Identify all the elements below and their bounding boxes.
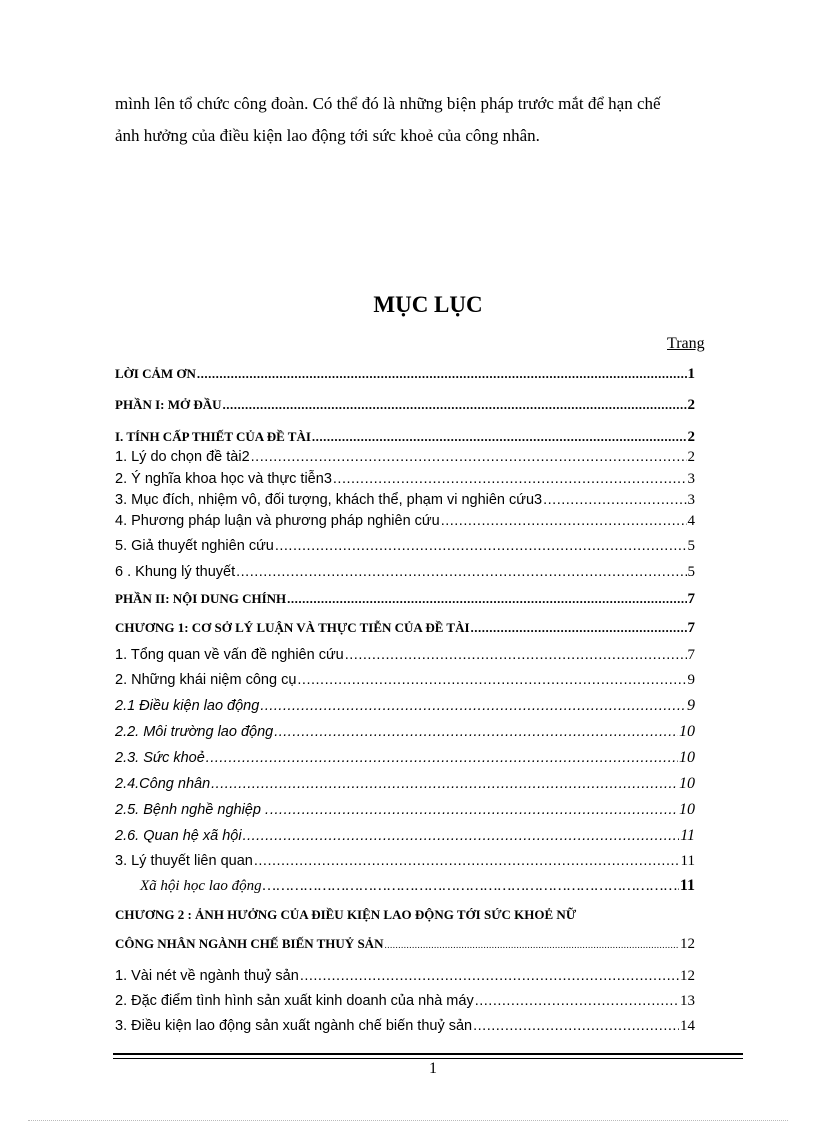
toc-entry-text: CÔNG NHÂN NGÀNH CHẾ BIẾN THUỶ SẢN (115, 936, 384, 951)
toc-entry-text: 2.5. Bệnh nghề nghiệp . (115, 802, 269, 818)
toc-entry-text: 2. Ý nghĩa khoa học và thực tiễn3 (115, 471, 332, 487)
toc-entry-text: PHẦN I: MỞ ĐẦU (115, 397, 222, 412)
toc-entry-text: 3. Lý thuyết liên quan (115, 853, 253, 869)
toc-leader (473, 1018, 679, 1034)
toc-title: MỤC LỤC (373, 292, 483, 317)
page-number: 1 (429, 1060, 437, 1077)
intro-line: mình lên tổ chức công đoàn. Có thể đó là những biện pháp trước mắt để hạn chế (115, 94, 661, 113)
toc-leader (206, 750, 678, 766)
toc-leader (543, 492, 686, 508)
toc-entry-page: 5 (687, 538, 695, 554)
toc-entry[interactable] (115, 471, 695, 488)
toc-entry-text: 2.3. Sức khoẻ (115, 750, 205, 766)
toc-entry-page: 3 (687, 471, 695, 487)
toc-leader (471, 620, 687, 636)
toc-entry-text: 2.4.Công nhân (115, 776, 211, 792)
toc-leader (275, 538, 687, 554)
toc-entry-page: 2 (687, 397, 695, 413)
toc-leader (243, 828, 680, 844)
toc-leader (270, 802, 678, 818)
page-border (28, 1120, 788, 1121)
toc-entry[interactable] (115, 620, 695, 637)
toc-leader (287, 591, 686, 607)
toc-entry-text: 1. Lý do chọn đề tài2 (115, 449, 250, 465)
toc-entry-page: 11 (679, 877, 695, 894)
toc-entry[interactable] (115, 749, 695, 767)
toc-entry[interactable] (115, 1018, 695, 1035)
toc-entry[interactable] (115, 801, 695, 819)
toc-entry[interactable] (115, 672, 695, 689)
toc-entry-page: 11 (680, 853, 695, 869)
toc-entry[interactable] (115, 827, 695, 845)
toc-entry-text: 4. Phương pháp luận và phương pháp nghiên cứu (115, 513, 440, 529)
toc-leader (441, 513, 687, 529)
toc-entry-page: 10 (679, 775, 695, 792)
toc-entry-text: 2. Những khái niệm công cụ (115, 672, 297, 688)
toc-entry-text: 5. Giả thuyết nghiên cứu (115, 538, 274, 554)
toc-entry-page: 13 (680, 993, 695, 1009)
toc-entry-text: I. TÍNH CẤP THIẾT CỦA ĐỀ TÀI (115, 429, 311, 444)
toc-entry-text: CHƯƠNG 1: CƠ SỞ LÝ LUẬN VÀ THỰC TIỄN CỦA ĐỀ TÀI (115, 620, 470, 635)
toc-entry[interactable] (115, 366, 695, 383)
trang-label: Trang (667, 335, 705, 352)
toc-leader (223, 397, 687, 413)
toc-entry[interactable] (115, 723, 695, 741)
toc-leader (312, 429, 687, 445)
toc-entry-text: 3. Mục đích, nhiệm vô, đối tượng, khách thể, phạm vi nghiên cứu3 (115, 492, 543, 508)
toc-entry[interactable] (115, 429, 695, 446)
intro-paragraph (115, 88, 745, 152)
toc-entry-page: 12 (680, 936, 695, 952)
toc-entry-page: 4 (687, 513, 695, 529)
toc-entry[interactable] (115, 564, 695, 581)
toc-leader (260, 698, 686, 714)
toc-entry[interactable] (115, 397, 695, 414)
toc-entry[interactable] (115, 513, 695, 530)
toc-leader (197, 366, 687, 382)
toc-entry-text: PHẦN II: NỘI DUNG CHÍNH (115, 591, 287, 606)
toc-leader (211, 776, 678, 792)
toc-entry-text: 6 . Khung lý thuyết (115, 564, 236, 580)
toc-entry-text: 2.2. Môi trường lao động (115, 724, 274, 740)
toc-leader (297, 672, 686, 688)
toc-entry-page: 10 (679, 723, 695, 740)
footer-rule (113, 1053, 743, 1055)
toc-entry[interactable] (115, 647, 695, 664)
toc-entry[interactable] (115, 697, 695, 715)
toc-entry-page: 9 (687, 697, 695, 714)
toc-entry[interactable] (115, 853, 695, 870)
toc-entry-page: 10 (679, 749, 695, 766)
toc-entry-page: 9 (687, 672, 695, 688)
toc-entry[interactable] (115, 993, 695, 1010)
toc-entry-text: 1. Tổng quan về vấn đề nghiên cứu (115, 647, 344, 663)
toc-entry[interactable] (115, 492, 695, 509)
intro-line: ảnh hưởng của điều kiện lao động tới sức khoẻ của công nhân. (115, 126, 540, 145)
toc-leader (384, 940, 679, 950)
toc-entry-page: 2 (687, 449, 695, 465)
toc-leader (333, 471, 687, 487)
toc-entry-text: 2.1 Điều kiện lao động (115, 698, 260, 714)
toc-entry[interactable] (115, 591, 695, 608)
toc-entry-page: 7 (687, 591, 695, 607)
toc-entry-text: Xã hội học lao động (140, 878, 262, 894)
toc-entry-text: LỜI CẢM ƠN (115, 366, 196, 381)
toc-leader (251, 449, 687, 465)
toc-entry[interactable] (115, 538, 695, 555)
toc-entry-page: 14 (680, 1018, 695, 1034)
toc-entry-page: 12 (680, 968, 695, 984)
toc-entry-page: 3 (687, 492, 695, 508)
toc-entry[interactable] (115, 449, 695, 466)
toc-entry-page: 1 (687, 366, 695, 382)
toc-leader (274, 724, 678, 740)
toc-entry-text: 1. Vài nét về ngành thuỷ sản (115, 968, 299, 984)
toc-leader (254, 853, 680, 869)
toc-entry-text: 3. Điều kiện lao động sản xuất ngành chế biến thuỷ sản (115, 1018, 473, 1034)
footer-rule (113, 1058, 743, 1059)
toc-entry[interactable] (115, 775, 695, 793)
toc-entry-page: 11 (680, 827, 695, 844)
toc-leader (236, 564, 686, 580)
toc-entry-page: 5 (687, 564, 695, 580)
toc-leader (345, 647, 687, 663)
toc-entry[interactable] (140, 877, 695, 895)
toc-entry-page: 7 (687, 647, 695, 663)
toc-entry-text: 2. Đặc điểm tình hình sản xuất kinh doanh của nhà máy (115, 993, 474, 1009)
toc-leader (300, 968, 679, 984)
toc-entry-chapter2-line1[interactable]: CHƯƠNG 2 : ẢNH HƯỞNG CỦA ĐIỀU KIỆN LAO ĐỘNG TỚI SỨC KHOẺ NỮ (115, 907, 577, 922)
toc-entry-page: 2 (687, 429, 695, 445)
toc-entry-text: 2.6. Quan hệ xã hội (115, 828, 242, 844)
toc-leader (475, 993, 679, 1009)
toc-leader (263, 878, 679, 895)
toc-entry-page: 10 (679, 801, 695, 818)
toc-entry[interactable] (115, 936, 695, 953)
toc-entry[interactable] (115, 968, 695, 985)
toc-entry-page: 7 (687, 620, 695, 636)
